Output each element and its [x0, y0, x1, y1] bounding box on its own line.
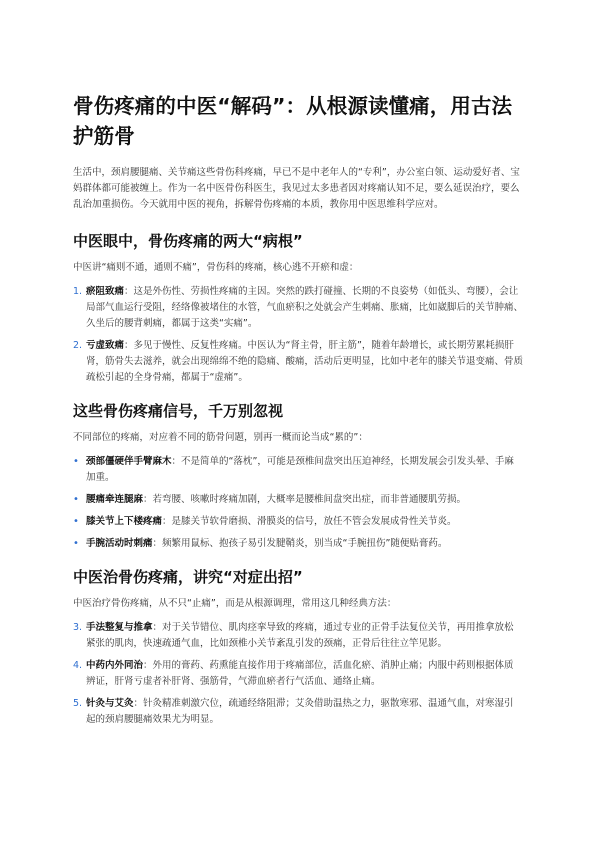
list-item: [73, 492, 523, 508]
intro-paragraph: 生活中，颈肩腰腿痛、关节痛这些骨伤科疼痛，早已不是中老年人的“专利”，办公室白领、运动爱好者、宝妈群体都可能被缠上。作为一名中医骨伤科医生，我见过太多患者因对疼痛认知不足，要么延误治疗，要么乱治加重损伤。今天就用中医的视角，拆解骨伤疼痛的本质，教你用中医思维科学应对。: [73, 167, 520, 210]
item-term: 针灸与艾灸: [86, 698, 134, 709]
section-lead-causes: 中医讲“痛则不通，通则不痛”，骨伤科的疼痛，核心逃不开瘀和虚：: [73, 262, 359, 273]
section-heading-signals: 这些骨伤疼痛信号，千万别忽视: [73, 402, 284, 420]
item-text: ：若弯腰、咳嗽时疼痛加剧，大概率是腰椎间盘突出症，而非普通腰肌劳损。: [143, 494, 467, 505]
item-text: ：多见于慢性、反复性疼痛。中医认为“肾主骨，肝主筋”，随着年龄增长，或长期劳累耗损肝肾，筋骨失去滋养，就会出现绵绵不绝的隐痛、酸痛，活动后更明显，比如中老年的膝关节退变痛、骨质疏松引起的全身骨痛，都属于“虚痛”。: [86, 340, 524, 383]
section-lead-treatment: 中医治疗骨伤疼痛，从不只“止痛”，而是从根源调理，常用这几种经典方法：: [73, 598, 397, 609]
section-heading-causes: 中医眼中，骨伤疼痛的两大“病根”: [73, 232, 303, 250]
bullet-marker: •: [73, 494, 79, 505]
list-marker: 1.: [73, 286, 83, 297]
item-term: 手法整复与推拿: [86, 622, 153, 633]
list-marker: 3.: [73, 622, 83, 633]
list-item: [73, 514, 523, 530]
item-text: ：是膝关节软骨磨损、滑膜炎的信号，放任不管会发展成骨性关节炎。: [162, 516, 457, 527]
item-text: ：不是简单的“落枕”，可能是颈椎间盘突出压迫神经，长期发展会引发头晕、手麻加重。: [86, 456, 514, 483]
item-term: 膝关节上下楼疼痛: [86, 516, 163, 527]
list-item: [73, 658, 523, 690]
list-marker: 5.: [73, 698, 83, 709]
item-term: 颈部僵硬伴手臂麻木: [86, 456, 172, 467]
list-item: [73, 284, 523, 332]
bullet-marker: •: [73, 516, 79, 527]
item-term: 中药内外同治: [86, 660, 144, 671]
item-text: ：外用的膏药、药熏能直接作用于疼痛部位，活血化瘀、消肿止痛；内服中药则根据体质辨证，肝肾亏虚者补肝肾、强筋骨，气滞血瘀者行气活血、通络止痛。: [86, 660, 514, 687]
list-item: [73, 454, 523, 486]
signals-list: [73, 454, 523, 552]
item-term: 手腕活动时刺痛: [86, 538, 153, 549]
treatment-list: [73, 620, 523, 728]
bullet-marker: •: [73, 538, 79, 549]
list-marker: 2.: [73, 340, 83, 351]
item-text: ：针灸精准刺激穴位，疏通经络阻滞；艾灸借助温热之力，驱散寒邪、温通气血，对寒湿引起的颈肩腰腿痛效果尤为明显。: [86, 698, 514, 725]
section-lead-signals: 不同部位的疼痛，对应着不同的筋骨问题，别再一概而论当成“累的”：: [73, 432, 368, 443]
item-text: ：频繁用鼠标、抱孩子易引发腱鞘炎，别当成“手腕扭伤”随便贴膏药。: [152, 538, 448, 549]
list-item: [73, 338, 523, 386]
item-text: ：这是外伤性、劳损性疼痛的主因。突然的跌打碰撞、长期的不良姿势（如低头、弯腰），会让局部气血运行受阻，经络像被堵住的水管，气血瘀积之处就会产生刺痛、胀痛，比如崴脚后的关节肿痛、久坐后的腰背刺痛，都属于这类“实痛”。: [86, 286, 524, 329]
list-item: [73, 536, 523, 552]
page-title: 骨伤疼痛的中医“解码”：从根源读懂痛，用古法护筋骨: [73, 94, 513, 148]
list-item: [73, 696, 523, 728]
causes-list: [73, 284, 523, 386]
section-heading-treatment: 中医治骨伤疼痛，讲究“对症出招”: [73, 568, 303, 586]
item-term: 瘀阻致痛: [86, 286, 125, 297]
list-marker: 4.: [73, 660, 83, 671]
item-text: ：对于关节错位、肌肉痉挛导致的疼痛，通过专业的正骨手法复位关节，再用推拿放松紧张的肌肉，快速疏通气血，比如颈椎小关节紊乱引发的颈痛，正骨后往往立竿见影。: [86, 622, 514, 649]
bullet-marker: •: [73, 456, 79, 467]
list-item: [73, 620, 523, 652]
item-term: 亏虚致痛: [86, 340, 125, 351]
item-term: 腰痛牵连腿麻: [86, 494, 144, 505]
